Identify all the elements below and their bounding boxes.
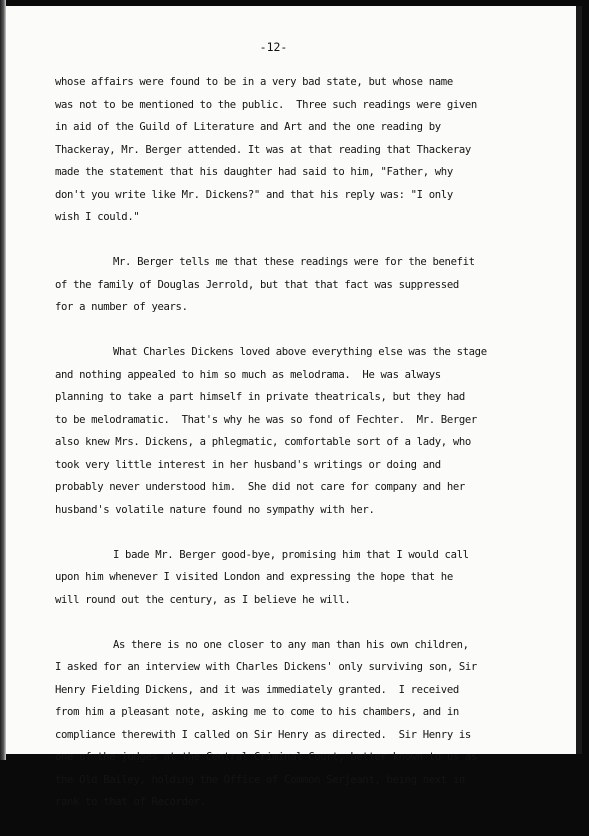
text-line: compliance therewith I called on Sir Henry as directed. Sir Henry is [55,728,471,741]
paragraph-4 [55,544,545,612]
text-line: for a number of years. [55,301,188,313]
text-line: took very little interest in her husband's writings or doing and [55,458,441,471]
text-line: of the family of Douglas Jerrold, but that that fact was suppressed [55,278,459,291]
text-line: made the statement that his daughter had said to him, "Father, why [55,166,453,178]
text-line: rank to that of Recorder. [55,796,206,808]
text-line: probably never understood him. She did not care for company and her [55,481,465,493]
text-line: wish I could." [55,211,140,223]
paragraph-3 [55,341,545,521]
text-line: the Old Bailey, holding the Office of Common Serjeant, being next in [55,773,465,786]
text-line: in aid of the Guild of Literature and Art and the one reading by [55,121,441,133]
text-line: What Charles Dickens loved above everything else was the stage [113,346,487,358]
text-line: to be melodramatic. That's why he was so fond of Fechter. Mr. Berger [55,413,477,426]
text-line: whose affairs were found to be in a very bad state, but whose name [55,76,453,88]
paragraph-5 [55,634,545,814]
text-line: also knew Mrs. Dickens, a phlegmatic, comfortable sort of a lady, who [55,436,471,448]
text-line: husband's volatile nature found no sympathy with her. [55,503,375,516]
text-line: Thackeray, Mr. Berger attended. It was at that reading that Thackeray [55,143,471,156]
text-line: planning to take a part himself in private theatricals, but they had [55,391,465,403]
text-line: As there is no one closer to any man than his own children, [113,638,469,651]
paragraph-1 [55,71,545,229]
text-line: don't you write like Mr. Dickens?" and that his reply was: "I only [55,188,453,201]
body-text [55,71,545,836]
text-line: and nothing appealed to him so much as melodrama. He was always [55,368,441,381]
text-line: from him a pleasant note, asking me to come to his chambers, and in [55,706,459,718]
text-line: upon him whenever I visited London and expressing the hope that he [55,571,453,583]
text-line: Henry Fielding Dickens, and it was immediately granted. I received [55,683,459,696]
text-line: will round out the century, as I believe he will. [55,593,351,606]
text-line: I bade Mr. Berger good-bye, promising him that I would call [113,548,469,561]
page-number: -12- [259,40,288,54]
paragraph-2 [55,251,545,319]
document-page [6,6,576,808]
text-line: was not to be mentioned to the public. Three such readings were given [55,98,477,111]
text-line: Mr. Berger tells me that these readings were for the benefit [113,256,475,268]
text-line: I asked for an interview with Charles Dickens' only surviving son, Sir [55,661,477,673]
text-line: one of the judges at the Central Criminal Court, better known to us as [55,751,477,763]
